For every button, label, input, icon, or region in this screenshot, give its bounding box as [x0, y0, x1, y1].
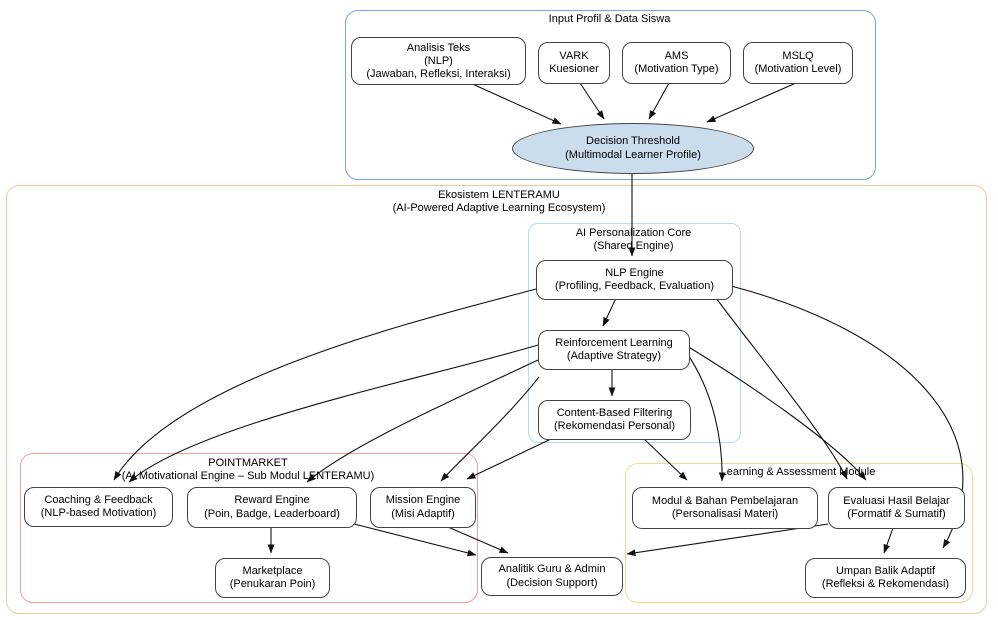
- node-label: MSLQ: [782, 49, 814, 62]
- node-label: (NLP): [424, 54, 453, 67]
- edge-reward-to-analitik: [354, 524, 476, 555]
- edge-vark-to-threshold: [580, 83, 604, 119]
- node-label: (Misi Adaptif): [391, 507, 455, 520]
- node-label: Coaching & Feedback: [44, 493, 153, 506]
- edge-nlp-to-coaching: [114, 289, 536, 480]
- edge-rl-to-mission: [441, 377, 539, 481]
- edge-mission-to-analitik: [448, 527, 508, 553]
- node-label: Analisis Teks: [406, 41, 471, 54]
- container-pointmarket-title: POINTMARKET: [208, 457, 288, 469]
- container-ekosistem-subtitle: (AI-Powered Adaptive Learning Ecosystem): [392, 202, 606, 214]
- edge-rl-to-modul: [686, 352, 722, 481]
- edge-cbf-to-mission: [467, 438, 553, 479]
- node-label: (Motivation Type): [634, 63, 719, 75]
- edge-nlp-to-rl: [603, 298, 616, 326]
- node-label: (Adaptive Strategy): [566, 350, 662, 362]
- node-label: Umpan Balik Adaptif: [835, 564, 936, 577]
- edge-ams-to-threshold: [649, 83, 669, 119]
- node-decision-threshold: [512, 123, 754, 174]
- node-label: (NLP-based Motivation): [40, 507, 157, 519]
- node-label: Marketplace: [242, 564, 303, 577]
- node-label: (Penukaran Poin): [229, 578, 316, 590]
- node-label: (Poin, Badge, Leaderboard): [204, 507, 340, 520]
- node-mission-engine: [370, 487, 476, 528]
- node-label: Content-Based Filtering: [556, 406, 673, 419]
- node-coaching-feedback: [24, 487, 173, 527]
- node-label: (Formatif & Sumatif): [847, 508, 946, 520]
- node-label: Kuesioner: [549, 63, 599, 75]
- node-marketplace: [215, 558, 330, 598]
- container-input-profil-label: Input Profil & Data Siswa: [548, 13, 671, 25]
- node-ams: [622, 42, 731, 84]
- node-nlp-engine: [536, 260, 733, 300]
- node-label: (Personalisasi Materi): [671, 508, 779, 520]
- node-analitik-guru-admin: [481, 557, 623, 596]
- node-vark-kuesioner: [538, 42, 610, 84]
- edge-nlp-to-evaluasi: [716, 298, 847, 479]
- node-label: Decision Threshold: [586, 135, 680, 147]
- node-label: (Multimodal Learner Profile): [565, 148, 701, 161]
- node-reward-engine: [187, 487, 357, 528]
- node-label: (Jawaban, Refleksi, Interaksi): [366, 67, 511, 80]
- container-learning-assessment-label: Learning & Assessment Module: [720, 466, 876, 478]
- edge-analisis-to-threshold: [468, 82, 561, 124]
- node-mslq: [743, 42, 853, 84]
- container-ai-core-title: AI Personalization Core: [575, 227, 692, 239]
- container-ai-core-subtitle: (Shared Engine): [593, 240, 674, 252]
- node-umpan-balik-adaptif: [805, 558, 966, 598]
- container-pointmarket-subtitle: (AI Motivational Engine – Sub Modul LENTERAMU): [121, 470, 375, 482]
- edge-mslq-to-threshold: [707, 83, 796, 122]
- node-label: AMS: [664, 49, 689, 62]
- node-label: Analitik Guru & Admin: [498, 563, 606, 575]
- node-content-based-filtering: [538, 400, 691, 440]
- node-label: NLP Engine: [605, 266, 664, 279]
- node-label: Modul & Bahan Pembelajaran: [651, 494, 799, 507]
- edge-cbf-to-modul: [643, 438, 687, 480]
- node-reinforcement-learning: [538, 330, 690, 370]
- node-label: (Refleksi & Rekomendasi): [821, 578, 950, 590]
- node-label: (Decision Support): [506, 576, 598, 589]
- node-modul-bahan-pembelajaran: [632, 487, 818, 529]
- node-label: Reinforcement Learning: [555, 336, 673, 349]
- edge-rl-to-reward: [307, 360, 538, 482]
- edge-rl-to-coaching: [129, 345, 538, 482]
- node-label: (Rekomendasi Personal): [553, 420, 676, 432]
- node-analisis-teks: [351, 37, 526, 85]
- node-label: Evaluasi Hasil Belajar: [843, 494, 950, 507]
- node-label: Reward Engine: [234, 494, 310, 506]
- node-label: Mission Engine: [385, 494, 461, 506]
- edge-evaluasi-to-umpan: [884, 528, 893, 553]
- node-label: VARK: [559, 49, 589, 62]
- container-ekosistem-title: Ekosistem LENTERAMU: [438, 189, 560, 201]
- node-label: (Profiling, Feedback, Evaluation): [555, 280, 714, 292]
- node-label: (Motivation Level): [754, 63, 842, 75]
- node-evaluasi-hasil-belajar: [828, 487, 965, 529]
